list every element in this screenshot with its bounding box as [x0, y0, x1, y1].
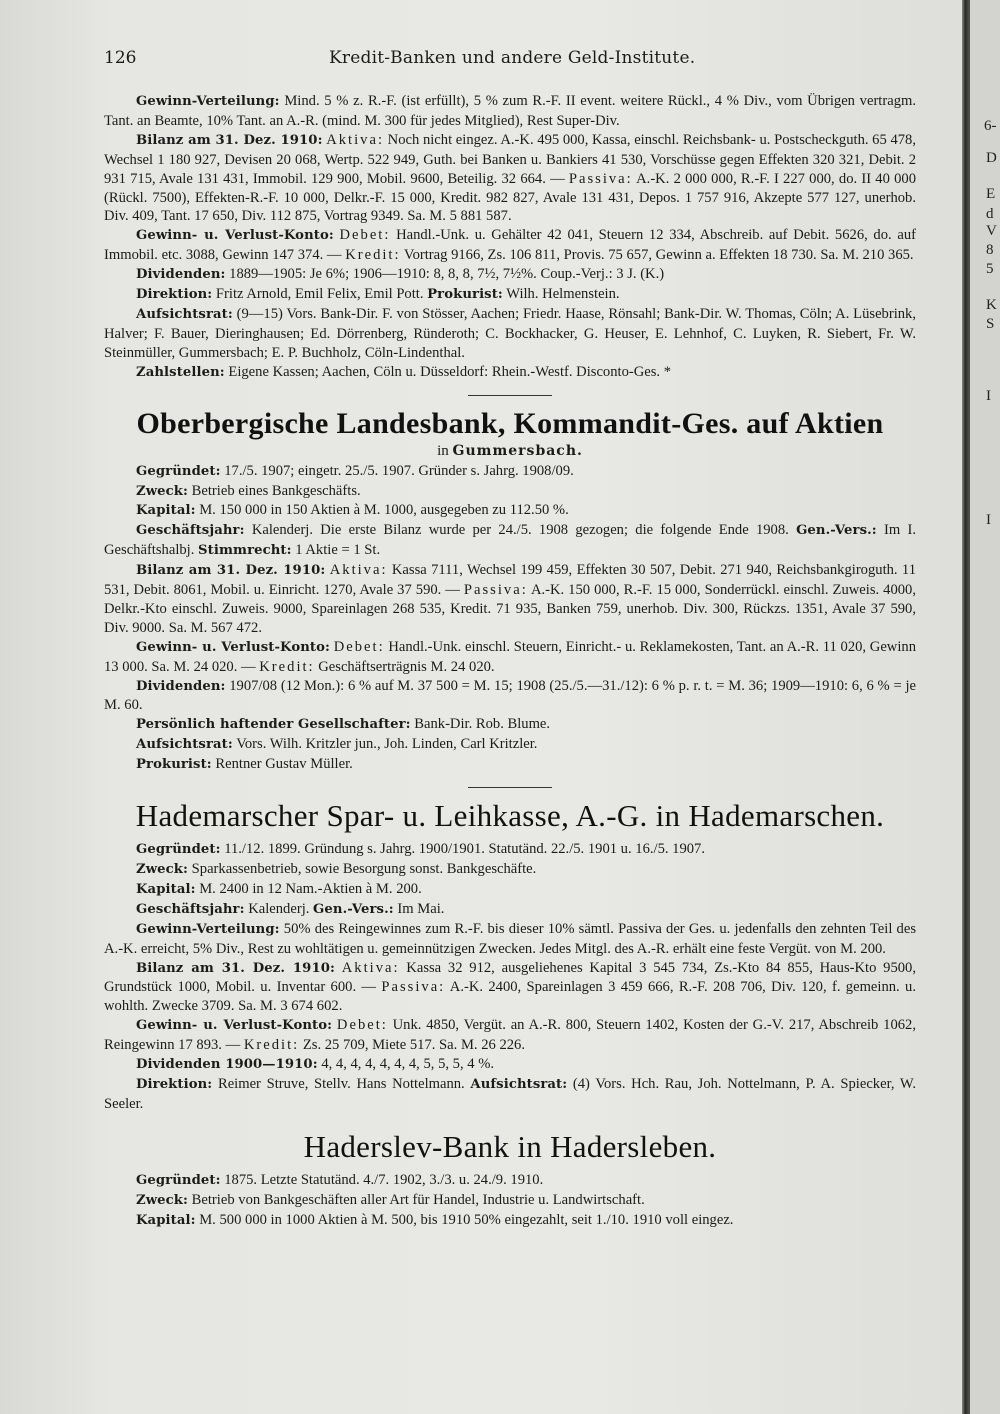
entry-gewinn-konto: Gewinn- u. Verlust-Konto: Debet: Unk. 4850, Vergüt. an A.-R. 800, Steuern 1402, Kosten der G.-V. 217, Abschreib 1062, Reingewinn 17 893. — Kredit: Zs. 25 709, Miete 517. Sa. M. 26 226.	[104, 1017, 916, 1054]
entry-zweck: Zweck: Sparkassenbetrieb, sowie Besorgung sonst. Bankgeschäfte.	[136, 861, 537, 877]
running-title: Kredit-Banken und andere Geld-Institute.	[329, 48, 696, 68]
entry-gewinn-konto: Gewinn- u. Verlust-Konto: Debet: Handl.-Unk. u. Gehälter 42 041, Steuern 12 334, Abschreib. auf Debit. 5626, do. auf Immobil. etc. 3088, Gewinn 147 374. — Kredit: Vortrag 9166, Zs. 106 811, Provis. 75 657, Gewinn a. Effekten 18 730. Sa. M. 210 365.	[104, 227, 916, 264]
entry-bilanz: Bilanz am 31. Dez. 1910: Aktiva: Noch nicht eingez. A.-K. 495 000, Kassa, einschl. Reichsbank- u. Postscheckguth. 65 478, Wechsel 1 180 927, Devisen 20 068, Wertp. 522 949, Guth. bei Banken u. Bankiers 41 530, Vorschüsse gegen Effekten 320 321, Debit. 2 931 715, Avale 131 431, Immobil. 129 900, Mobil. 9600, Beteilig. 32 664. — Passiva: A.-K. 2 000 000, R.-F. I 227 000, do. II 40 000 (Rückl. 7500), Effekten-R.-F. 10 000, Delkr.-F. 15 000, Kredit. 982 827, Avale 131 431, Depos. 1 757 916, Akzepte 577 127, unerhob. Div. 409, Tant. 17 650, Div. 112 875, Vortrag 9349. Sa. M. 5 881 587.	[104, 131, 916, 225]
entry-geschaeftsjahr: Geschäftsjahr: Kalenderj. Gen.-Vers.: Im Mai.	[136, 900, 445, 917]
entry-zweck: Zweck: Betrieb eines Bankgeschäfts.	[136, 482, 361, 499]
entry-kapital: Kapital: M. 2400 in 12 Nam.-Aktien à M. 200.	[136, 880, 422, 897]
side-fragment: 6-	[984, 118, 997, 134]
entry-aufsichtsrat: Aufsichtsrat: Vors. Wilh. Kritzler jun., Joh. Linden, Carl Kritzler.	[136, 736, 538, 753]
entry-gegruendet: Gegründet: 17./5. 1907; eingetr. 25./5. 1907. Gründer s. Jahrg. 1908/09.	[136, 462, 574, 479]
side-fragment: D	[986, 150, 997, 166]
entry-gewinn-verteilung: Gewinn-Verteilung: Mind. 5 % z. R.-F. (ist erfüllt), 5 % zum R.-F. II event. weitere Rückl., 4 % Div., vom Übrigen vertragm. Tant. an Beamte, 10% Tant. an A.-R. (mind. M. 300 für jedes Mitglied), Rest Super-Div.	[104, 93, 916, 129]
entry-zahlstellen: Zahlstellen: Eigene Kassen; Aachen, Cöln u. Düsseldorf: Rhein.-Westf. Disconto-Ges. *	[136, 363, 672, 380]
side-fragment: S	[986, 316, 995, 332]
section-divider	[468, 395, 552, 396]
entry-direktion: Direktion: Reimer Struve, Stellv. Hans Nottelmann. Aufsichtsrat: (4) Vors. Hch. Rau, Joh. Nottelmann, P. A. Spiecker, W. Seeler.	[104, 1075, 916, 1112]
section-subtitle: in Gummersbach.	[437, 442, 583, 459]
entry-prokurist: Prokurist: Rentner Gustav Müller.	[136, 756, 353, 773]
entry-gesellschafter: Persönlich haftender Gesellschafter: Bank-Dir. Rob. Blume.	[136, 716, 551, 733]
entry-geschaeftsjahr: Geschäftsjahr: Kalenderj. Die erste Bilanz wurde per 24./5. 1908 gezogen; die folgende Ende 1908. Gen.-Vers.: Im I. Geschäftshalbj. Stimmrecht: 1 Aktie = 1 St.	[104, 522, 916, 559]
book-gutter	[962, 0, 970, 1414]
entry-kapital: Kapital: M. 150 000 in 150 Aktien à M. 1000, ausgegeben zu 112.50 %.	[136, 502, 569, 519]
side-fragment: 5	[986, 261, 994, 277]
entry-gewinn-verteilung: Gewinn-Verteilung: 50% des Reingewinnes zum R.-F. bis dieser 10% sämtl. Passiva der Ges. u. jedenfalls den zehnten Teil des A.-K. erreicht, 5% Div., Rest zu wohltätigen u. gemeinnützigen Zwecken. Jedes Mitgl. des A.-R. erhält eine feste Vergüt. von M. 200.	[104, 920, 916, 957]
section-divider	[468, 787, 552, 788]
entry-gegruendet: Gegründet: 11./12. 1899. Gründung s. Jahrg. 1900/1901. Statutänd. 22./5. 1901 u. 16./5. 1907.	[136, 841, 706, 858]
adjacent-page-edge	[970, 0, 1000, 1414]
section-title-oberbergische: Oberbergische Landesbank, Kommandit-Ges. auf Aktien	[136, 406, 884, 440]
side-fragment: V	[986, 223, 997, 239]
entry-gegruendet: Gegründet: 1875. Letzte Statutänd. 4./7. 1902, 3./3. u. 24./9. 1910.	[136, 1171, 544, 1188]
page-header	[104, 48, 924, 74]
side-fragment: E	[986, 186, 996, 202]
side-fragment: I	[986, 388, 991, 404]
side-fragment: d	[986, 206, 994, 222]
entry-zweck: Zweck: Betrieb von Bankgeschäften aller Art für Handel, Industrie u. Landwirtschaft.	[136, 1191, 645, 1208]
entry-dividenden: Dividenden 1900—1910: 4, 4, 4, 4, 4, 4, 4, 5, 5, 5, 4 %.	[136, 1056, 495, 1073]
entry-kapital: Kapital: M. 500 000 in 1000 Aktien à M. 500, bis 1910 50% eingezahlt, seit 1./10. 1910 voll eingez.	[136, 1211, 734, 1228]
side-fragment: I	[986, 512, 991, 528]
page-number: 126	[104, 48, 137, 68]
page-content	[104, 92, 916, 1231]
entry-dividenden: Dividenden: 1889—1905: Je 6%; 1906—1910: 8, 8, 8, 7½, 7½%. Coup.-Verj.: 3 J. (K.)	[136, 266, 665, 283]
section-title-hademarscher: Hademarscher Spar- u. Leihkasse, A.-G. in Hademarschen.	[135, 798, 885, 834]
section-title-haderslev: Haderslev-Bank in Hadersleben.	[303, 1128, 717, 1164]
entry-gewinn-konto: Gewinn- u. Verlust-Konto: Debet: Handl.-Unk. einschl. Steuern, Einricht.- u. Reklamekosten, Tant. an A.-R. 11 020, Gewinn 13 000. Sa. M. 24 020. — Kredit: Geschäftserträgnis M. 24 020.	[104, 638, 916, 675]
entry-aufsichtsrat: Aufsichtsrat: (9—15) Vors. Bank-Dir. F. von Stösser, Aachen; Friedr. Haase, Rönsahl; Bank-Dir. W. Thomas, Cöln; A. Lüsebrink, Halver; F. Bauer, Dieringhausen; Ed. Dörrenberg, Ründeroth; C. Bockhacker, G. Heuser, E. Lehnhof, C. Luyken, R. Siebert, Fr. W. Steinmüller, Gummersbach; E. P. Buchholz, Cöln-Lindenthal.	[104, 305, 916, 361]
side-fragment: 8	[986, 242, 994, 258]
entry-dividenden: Dividenden: 1907/08 (12 Mon.): 6 % auf M. 37 500 = M. 15; 1908 (25./5.—31./12): 6 % p. r. t. = M. 36; 1909—1910: 6, 6 % = je M. 60.	[104, 677, 916, 714]
side-fragment: K	[986, 297, 997, 313]
entry-direktion: Direktion: Fritz Arnold, Emil Felix, Emil Pott. Prokurist: Wilh. Helmenstein.	[136, 286, 620, 303]
entry-bilanz: Bilanz am 31. Dez. 1910: Aktiva: Kassa 7111, Wechsel 199 459, Effekten 30 507, Debit. 271 940, Reichsbankgiroguth. 11 531, Debit. 8061, Mobil. u. Einricht. 1270, Avale 37 590. — Passiva: A.-K. 150 000, R.-F. 15 000, Sonderrückl. einschl. Zuweis. 4000, Delkr.-Kto einschl. Zuweis. 9000, Spareinlagen 268 535, Kredit. 71 935, Banken 759, unerhob. Div. 300, Rückzs. 1351, Avale 37 590, Div. 9000. Sa. M. 567 472.	[104, 562, 916, 636]
entry-bilanz: Bilanz am 31. Dez. 1910: Aktiva: Kassa 32 912, ausgeliehenes Kapital 3 545 734, Zs.-Kto 84 855, Haus-Kto 9500, Grundstück 1000, Mobil. u. Inventar 600. — Passiva: A.-K. 2400, Spareinlagen 3 459 666, R.-F. 208 706, Div. 120, f. gemeinn. u. wohlth. Zwecke 3709. Sa. M. 3 674 602.	[104, 959, 916, 1015]
